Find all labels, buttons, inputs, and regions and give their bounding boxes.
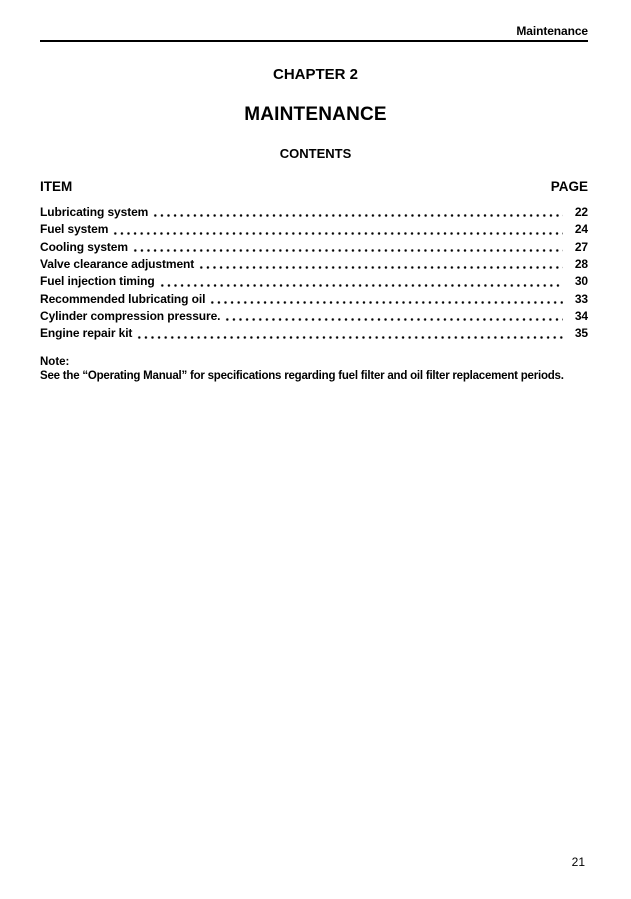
toc-dot-leader bbox=[112, 221, 563, 238]
toc-entry-page: 35 bbox=[574, 326, 588, 341]
toc-entry bbox=[40, 308, 588, 325]
toc-entry bbox=[40, 239, 588, 256]
toc-entry bbox=[40, 325, 588, 342]
toc-dot-leader bbox=[209, 291, 563, 308]
chapter-heading: CHAPTER 2 bbox=[272, 66, 358, 83]
toc-entry bbox=[40, 204, 588, 221]
toc-entry-page: 27 bbox=[574, 239, 588, 254]
note-text: See the “Operating Manual” for specifications regarding fuel filter and oil filter replacement periods. bbox=[40, 370, 564, 382]
toc-dot-leader bbox=[198, 256, 563, 273]
page-number: 21 bbox=[571, 855, 585, 869]
toc-entry-page: 24 bbox=[574, 222, 588, 237]
toc-dot-leader bbox=[224, 308, 563, 325]
toc-entry-label: Cylinder compression pressure. bbox=[40, 309, 221, 324]
header-rule bbox=[40, 40, 588, 42]
toc-dot-leader bbox=[159, 273, 563, 290]
running-header: Maintenance bbox=[516, 24, 588, 38]
toc-entry-label: Fuel injection timing bbox=[40, 274, 155, 289]
toc-entry bbox=[40, 273, 588, 290]
toc-header-row bbox=[40, 180, 588, 194]
toc-dot-leader bbox=[152, 204, 563, 221]
page-title: MAINTENANCE bbox=[244, 104, 387, 125]
toc-entry-page: 34 bbox=[574, 309, 588, 324]
table-of-contents bbox=[40, 180, 588, 343]
contents-heading: CONTENTS bbox=[279, 146, 352, 161]
toc-entry-label: Valve clearance adjustment bbox=[40, 257, 195, 272]
toc-entry bbox=[40, 256, 588, 273]
toc-entry-page: 28 bbox=[574, 257, 588, 272]
toc-entry bbox=[40, 221, 588, 238]
toc-entry-page: 33 bbox=[574, 291, 588, 306]
toc-item-column-header: ITEM bbox=[40, 179, 73, 194]
toc-dot-leader bbox=[132, 239, 563, 256]
toc-entry-label: Fuel system bbox=[40, 222, 109, 237]
toc-dot-leader bbox=[136, 325, 563, 342]
toc-page-column-header: PAGE bbox=[550, 179, 588, 194]
toc-entry bbox=[40, 291, 588, 308]
toc-entry-label: Engine repair kit bbox=[40, 326, 133, 341]
toc-entry-page: 30 bbox=[574, 274, 588, 289]
toc-entry-label: Cooling system bbox=[40, 239, 128, 254]
note-heading: Note: bbox=[40, 356, 70, 368]
note-block bbox=[40, 355, 588, 383]
toc-list bbox=[40, 204, 588, 343]
toc-entry-label: Recommended lubricating oil bbox=[40, 291, 206, 306]
toc-entry-page: 22 bbox=[574, 205, 588, 219]
toc-entry-label: Lubricating system bbox=[40, 205, 149, 219]
